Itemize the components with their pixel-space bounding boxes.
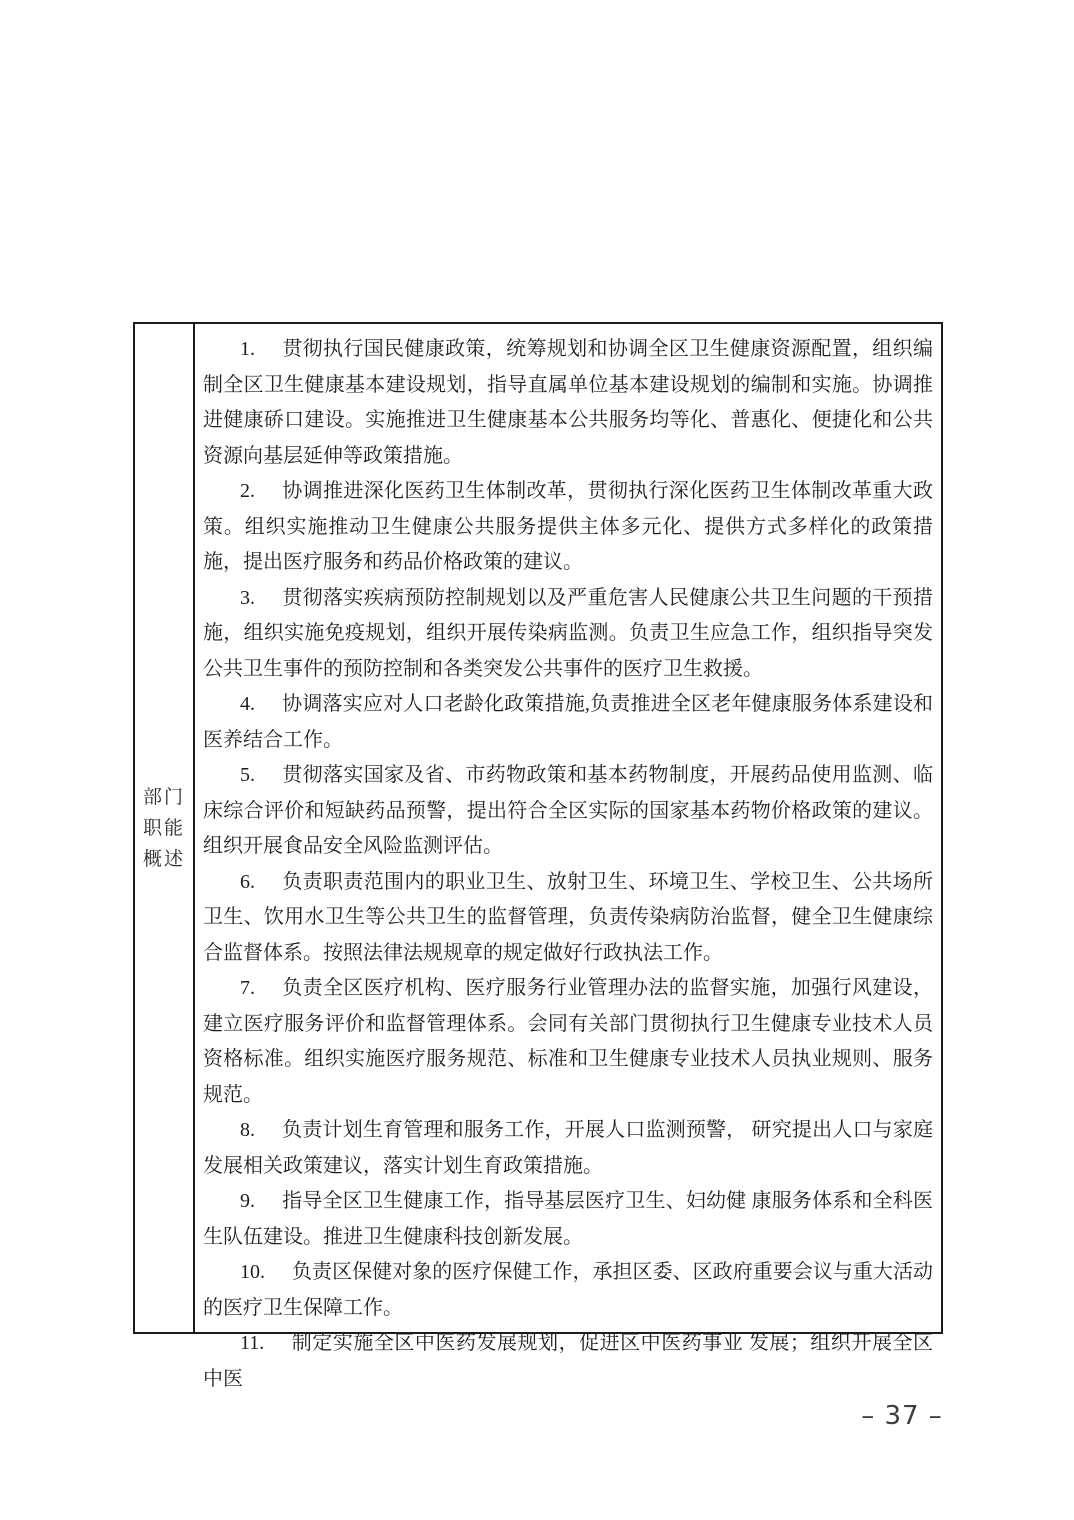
list-item [203, 474, 933, 581]
item-number: 6. [240, 870, 255, 893]
list-item [203, 1326, 933, 1397]
row-header-cell [135, 324, 195, 1332]
item-text: 贯彻执行国民健康政策，统筹规划和协调全区卫生健康资源配置，组织编制全区卫生健康基本建设规划，指导直属单位基本建设规划的编制和实施。协调推进健康硚口建设。实施推进卫生健康基本公共服务均等化、普惠化、便捷化和公共资源向基层延伸等政策措施。 [203, 338, 933, 467]
row-header-text: 概述 [142, 848, 185, 870]
item-text: 贯彻落实国家及省、市药物政策和基本药物制度，开展药品使用监测、临床综合评价和短缺药品预警，提出符合全区实际的国家基本药物价格政策的建议。组织开展食品安全风险监测评估。 [203, 764, 933, 857]
list-item [203, 758, 933, 865]
item-number: 1. [240, 338, 255, 360]
list-item [203, 332, 933, 474]
department-functions-table [133, 322, 943, 1390]
item-text: 制定实施全区中医药发展规划，促进区中医药事业 发展；组织开展全区中医 [203, 1332, 933, 1390]
item-text: 贯彻落实疾病预防控制规划以及严重危害人民健康公共卫生问题的干预措施，组织实施免疫规划，组织开展传染病监测。负责卫生应急工作，组织指导突发公共卫生事件的预防控制和各类突发公共事件的医疗卫生救援。 [203, 586, 933, 680]
functions-list-cell [195, 324, 941, 1390]
item-text: 协调落实应对人口老龄化政策措施,负责推进全区老年健康服务体系建设和医养结合工作。 [203, 693, 933, 751]
item-number: 11. [240, 1332, 265, 1354]
row-header-text: 职能 [142, 817, 185, 839]
row-header-text: 部门 [142, 786, 185, 808]
list-item [203, 1255, 933, 1326]
item-number: 5. [240, 764, 255, 786]
item-number: 7. [240, 977, 255, 999]
item-number: 8. [240, 1119, 255, 1141]
item-text: 指导全区卫生健康工作，指导基层医疗卫生、妇幼健 康服务体系和全科医生队伍建设。推进卫生健康科技创新发展。 [203, 1190, 933, 1248]
item-number: 10. [240, 1261, 265, 1283]
item-text: 负责计划生育管理和服务工作，开展人口监测预警， 研究提出人口与家庭发展相关政策建议，落实计划生育政策措施。 [203, 1119, 933, 1177]
list-item [203, 1184, 933, 1255]
item-text: 负责职责范围内的职业卫生、放射卫生、环境卫生、学校卫生、公共场所卫生、饮用水卫生等公共卫生的监督管理，负责传染病防治监督，健全卫生健康综合监督体系。按照法律法规规章的规定做好行政执法工作。 [203, 870, 933, 964]
list-item [203, 971, 933, 1113]
list-item [203, 581, 933, 688]
item-text: 负责全区医疗机构、医疗服务行业管理办法的监督实施，加强行风建设，建立医疗服务评价和监督管理体系。会同有关部门贯彻执行卫生健康专业技术人员资格标准。组织实施医疗服务规范、标准和卫生健康专业技术人员执业规则、服务规范。 [203, 977, 933, 1106]
item-text: 协调推进深化医药卫生体制改革，贯彻执行深化医药卫生体制改革重大政策。组织实施推动卫生健康公共服务提供主体多元化、提供方式多样化的政策措施，提出医疗服务和药品价格政策的建议。 [203, 480, 933, 573]
item-number: 9. [240, 1190, 255, 1212]
item-text: 负责区保健对象的医疗保健工作，承担区委、区政府重要会议与重大活动的医疗卫生保障工作。 [203, 1261, 933, 1319]
page-number: – 37 – [861, 1401, 943, 1431]
list-item [203, 687, 933, 758]
list-item [203, 865, 933, 972]
item-number: 2. [240, 480, 255, 502]
item-number: 3. [240, 586, 255, 609]
list-item [203, 1113, 933, 1184]
item-number: 4. [240, 693, 255, 715]
